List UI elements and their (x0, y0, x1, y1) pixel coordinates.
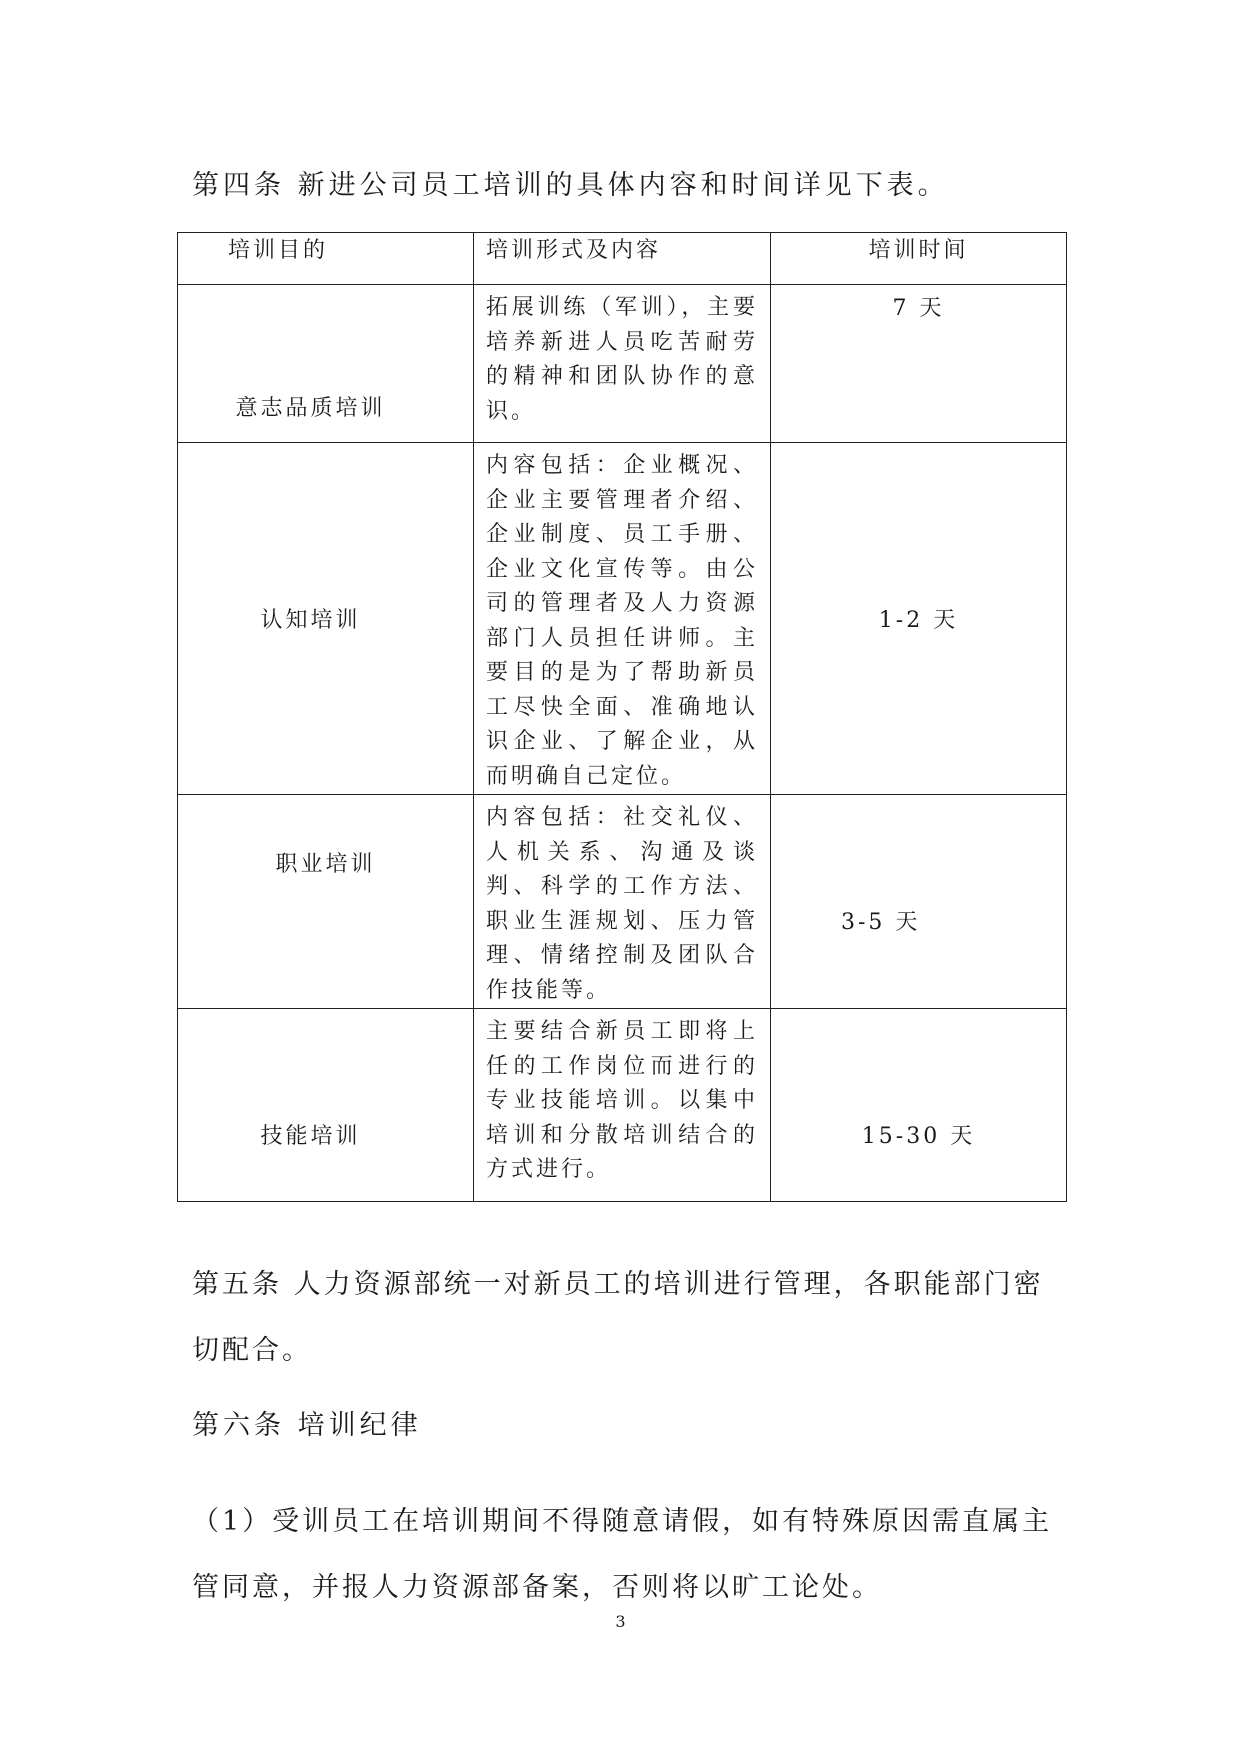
cell-purpose: 技能培训 (178, 1009, 474, 1202)
cell-content: 拓展训练（军训），主要培养新进人员吃苦耐劳的精神和团队协作的意识。 (474, 285, 771, 443)
cell-time: 15-30 天 (771, 1009, 1067, 1202)
cell-purpose: 职业培训 (178, 795, 474, 1009)
table-row (178, 1009, 1067, 1202)
article-4-text: 第四条 新进公司员工培训的具体内容和时间详见下表。 (192, 170, 949, 201)
table-row (178, 795, 1067, 1009)
cell-purpose: 认知培训 (178, 443, 474, 795)
discipline-rule-1: （1）受训员工在培训期间不得随意请假，如有特殊原因需直属主管同意，并报人力资源部备案，否则将以旷工论处。 (192, 1506, 1053, 1603)
header-purpose: 培训目的 (178, 233, 474, 285)
cell-purpose: 意志品质培训 (178, 285, 474, 443)
article-5-text: 第五条 人力资源部统一对新员工的培训进行管理，各职能部门密切配合。 (192, 1269, 1044, 1366)
cell-time: 1-2 天 (771, 443, 1067, 795)
table-header-row (178, 233, 1067, 285)
article-6-heading: 第六条 培训纪律 (192, 1410, 422, 1441)
cell-content: 内容包括：社交礼仪、人机关系、沟通及谈判、科学的工作方法、职业生涯规划、压力管理、情绪控制及团队合作技能等。 (474, 795, 771, 1009)
training-schedule-table (177, 232, 1067, 1202)
page-number: 3 (615, 1612, 626, 1631)
table-row (178, 443, 1067, 795)
table-row (178, 285, 1067, 443)
cell-content: 主要结合新员工即将上任的工作岗位而进行的专业技能培训。以集中培训和分散培训结合的方式进行。 (474, 1009, 771, 1202)
cell-time: 7 天 (771, 285, 1067, 443)
cell-content: 内容包括：企业概况、企业主要管理者介绍、企业制度、员工手册、企业文化宣传等。由公司的管理者及人力资源部门人员担任讲师。主要目的是为了帮助新员工尽快全面、准确地认识企业、了解企业，从而明确自己定位。 (474, 443, 771, 795)
cell-time: 3-5 天 (771, 795, 1067, 1009)
header-content: 培训形式及内容 (474, 233, 771, 285)
header-time: 培训时间 (771, 233, 1067, 285)
